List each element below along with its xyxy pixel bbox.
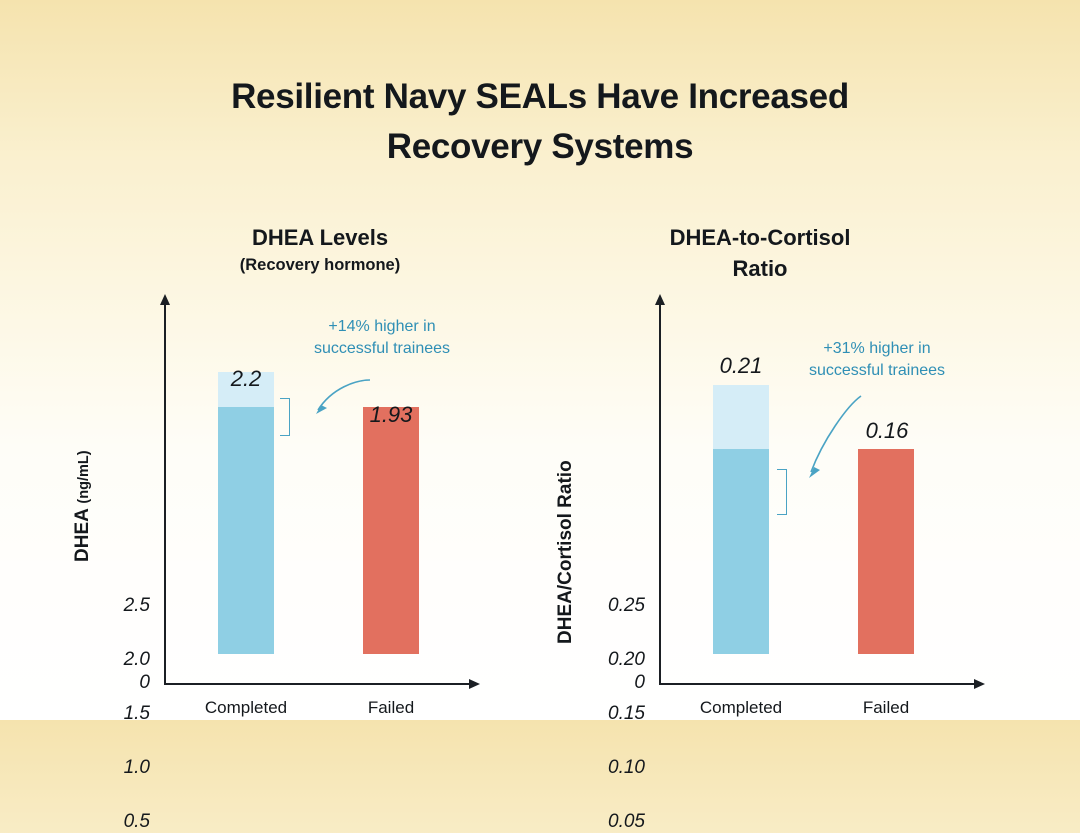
y-tick-0-5: 0.5 [123,811,150,832]
category-label-completed: Completed [699,698,783,717]
y-tick-1-5: 1.5 [123,703,150,724]
y-tick-0: 0 [139,672,150,693]
y-axis-line [659,304,661,684]
annotation-arrow-icon [286,374,376,424]
y-tick-0-20: 0.20 [608,649,645,670]
annotation-ratio [777,338,977,382]
bar-completed-base[interactable] [218,407,274,654]
x-axis-arrow-icon [974,679,985,689]
chart-title-dhea-levels: DHEA Levels [251,225,389,250]
chart-title-ratio: DHEA-to-Cortisol [669,225,851,250]
x-axis-line [659,683,974,685]
y-axis-line [164,304,166,684]
annotation-line-2: successful trainees [808,362,946,379]
chart-panel-dhea-levels [60,222,540,832]
chart-panel-dhea-cortisol-ratio [545,222,1045,832]
page-title [0,72,1080,172]
x-axis-line [164,683,469,685]
y-axis-arrow-icon [160,294,170,305]
bar-value-completed: 2.2 [230,366,262,391]
y-axis-label-ratio: DHEA/Cortisol Ratio [555,460,576,644]
y-tick-0-10: 0.10 [608,757,645,778]
annotation-line-1: +14% higher in [328,318,436,335]
bar-value-failed: 0.16 [865,418,909,443]
bar-value-failed: 1.93 [369,402,413,427]
y-tick-2-0: 2.0 [123,649,150,670]
annotation-dhea-levels [282,316,482,360]
y-axis-arrow-icon [655,294,665,305]
page-title-line-2: Recovery Systems [386,127,694,166]
annotation-arrow-icon [781,390,871,486]
bar-completed-base[interactable] [713,449,769,654]
y-tick-2-5: 2.5 [123,595,150,616]
plot-area-ratio [545,294,1045,832]
y-tick-0-25: 0.25 [608,595,645,616]
y-tick-0: 0 [634,672,645,693]
annotation-line-2: successful trainees [313,340,451,357]
page-title-line-1: Resilient Navy SEALs Have Increased [231,77,849,116]
x-axis-arrow-icon [469,679,480,689]
chart-subtitle-dhea-levels: (Recovery hormone) [239,256,401,274]
category-label-completed: Completed [204,698,288,717]
y-tick-1-0: 1.0 [123,757,150,778]
chart-subtitle-ratio: Ratio [732,256,788,281]
plot-area-dhea-levels [60,294,540,832]
annotation-line-1: +31% higher in [823,340,931,357]
bar-value-completed: 0.21 [719,353,763,378]
category-label-failed: Failed [862,698,910,717]
y-axis-label-dhea: DHEA (ng/mL) [72,450,93,562]
y-tick-0-05: 0.05 [608,811,645,832]
bar-failed[interactable] [363,407,419,654]
category-label-failed: Failed [367,698,415,717]
bar-completed-highlight[interactable] [713,385,769,449]
y-tick-0-15: 0.15 [608,703,645,724]
